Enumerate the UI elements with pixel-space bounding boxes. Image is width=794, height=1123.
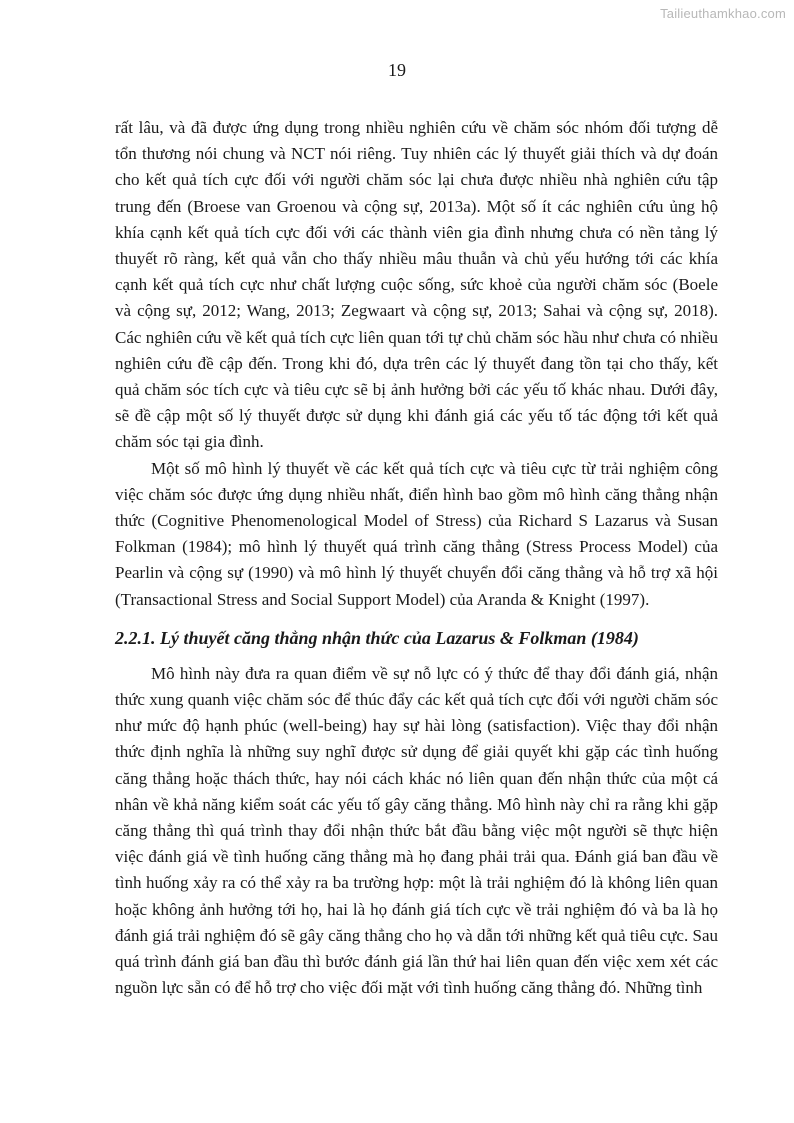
watermark: Tailieuthamkhao.com: [660, 6, 786, 21]
paragraph-models-overview: Một số mô hình lý thuyết về các kết quả tích cực và tiêu cực từ trải nghiệm công việc chăm sóc được ứng dụng nhiều nhất, điển hình bao gồm mô hình căng thẳng nhận thức (Cognitive Phenomenological Model of Stress) của Richard S Lazarus và Susan Folkman (1984); mô hình lý thuyết quá trình căng thẳng (Stress Process Model) của Pearlin và cộng sự (1990) và mô hình lý thuyết chuyển đổi căng thẳng và hỗ trợ xã hội (Transactional Stress and Social Support Model) của Aranda & Knight (1997).: [115, 458, 718, 609]
page-number: 19: [388, 60, 406, 80]
paragraph-lazarus-model: Mô hình này đưa ra quan điểm về sự nỗ lực có ý thức để thay đổi đánh giá, nhận thức xung quanh việc chăm sóc để thúc đẩy các kết quả tích cực đối với người chăm sóc như mức độ hạnh phúc (well-being) hay sự hài lòng (satisfaction). Việc thay đổi nhận thức định nghĩa là những suy nghĩ được sử dụng để giải quyết khi gặp các tình huống căng thẳng hoặc thách thức, hay nói cách khác nó liên quan đến nhận thức của một cá nhân về khả năng kiểm soát các yếu tố gây căng thẳng. Mô hình này chỉ ra rằng khi gặp căng thẳng thì quá trình thay đổi nhận thức bắt đầu bằng việc một người sẽ thực hiện việc đánh giá về tình huống căng thẳng mà họ đang phải trải qua. Đánh giá ban đầu về tình huống xảy ra có thể xảy ra ba trường hợp: một là trải nghiệm đó là không liên quan hoặc không ảnh hưởng tới họ, hai là họ đánh giá tích cực về trải nghiệm đó và ba là họ đánh giá trải nghiệm đó sẽ gây căng thẳng cho họ và dẫn tới những kết quả tiêu cực. Sau quá trình đánh giá ban đầu thì bước đánh giá lần thứ hai liên quan đến việc xem xét các nguồn lực sẵn có để hỗ trợ cho việc đối mặt với tình huống căng thẳng đó. Những tình: [115, 663, 718, 998]
document-body: [115, 115, 718, 1002]
paragraph-continuation: rất lâu, và đã được ứng dụng trong nhiều nghiên cứu về chăm sóc nhóm đối tượng dễ tổn thương nói chung và NCT nói riêng. Tuy nhiên các lý thuyết giải thích và dự đoán cho kết quả tích cực đối với người chăm sóc lại chưa được nhiều nhà nghiên cứu tập trung đến (Broese van Groenou và cộng sự, 2013a). Một số ít các nghiên cứu ủng hộ khía cạnh kết quả tích cực đối với các thành viên gia đình nhưng chưa có nền tảng lý thuyết rõ ràng, kết quả vẫn cho thấy nhiều mâu thuẫn và chủ yếu hướng tới các khía cạnh kết quả tích cực như chất lượng cuộc sống, sức khoẻ của người chăm sóc (Boele và cộng sự, 2012; Wang, 2013; Zegwaart và cộng sự, 2013; Sahai và cộng sự, 2018). Các nghiên cứu về kết quả tích cực liên quan tới tự chủ chăm sóc hầu như chưa có nhiều nghiên cứu đề cập đến. Trong khi đó, dựa trên các lý thuyết đang tồn tại cho thấy, kết quả chăm sóc tích cực và tiêu cực sẽ bị ảnh hưởng bởi các yếu tố khác nhau. Dưới đây, sẽ đề cập một số lý thuyết được sử dụng khi đánh giá các yếu tố tác động tới kết quả chăm sóc tại gia đình.: [115, 118, 718, 452]
section-heading: 2.2.1. Lý thuyết căng thẳng nhận thức của Lazarus & Folkman (1984): [115, 627, 639, 648]
